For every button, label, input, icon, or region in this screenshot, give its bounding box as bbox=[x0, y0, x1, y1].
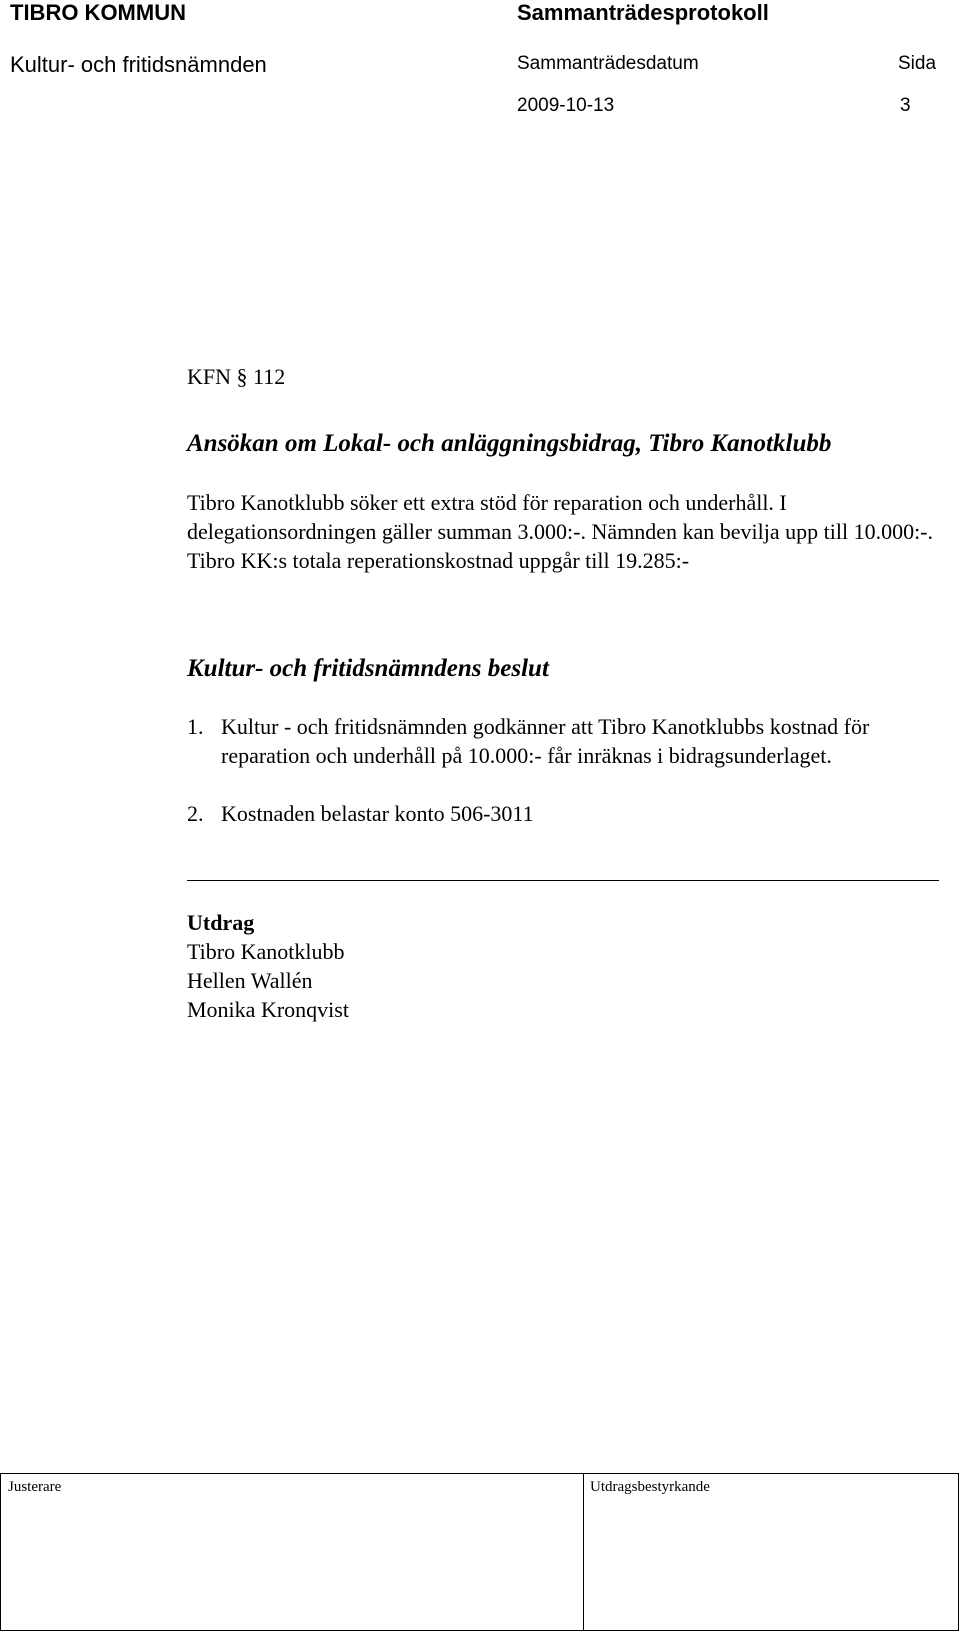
decision-item-2 bbox=[187, 801, 534, 827]
page-label: Sida bbox=[898, 53, 937, 74]
signature-box bbox=[0, 1473, 959, 1631]
decision-item-number: 2. bbox=[187, 801, 204, 826]
decision-heading: Kultur- och fritidsnämndens beslut bbox=[187, 655, 549, 682]
decision-item-number: 1. bbox=[187, 714, 204, 739]
adjuster-label: Justerare bbox=[8, 1479, 62, 1495]
separator-line bbox=[187, 880, 939, 881]
section-id: KFN § 112 bbox=[187, 364, 286, 389]
body-paragraph-1: Tibro Kanotklubb söker ett extra stöd för reparation och underhåll. I delegationsordningen gäller summan 3.000:-. Nämnden kan bevilja upp till 10.000:-. bbox=[187, 490, 934, 544]
extract-recipient: Monika Kronqvist bbox=[187, 997, 349, 1022]
meeting-date-label: Sammanträdesdatum bbox=[517, 53, 699, 74]
organization-name: TIBRO KOMMUN bbox=[10, 0, 186, 25]
decision-item-1 bbox=[187, 712, 957, 770]
extract-certification-label: Utdragsbestyrkande bbox=[590, 1479, 710, 1495]
section-title: Ansökan om Lokal- och anläggningsbidrag, Tibro Kanotklubb bbox=[187, 430, 832, 457]
signature-box-divider bbox=[583, 1474, 584, 1630]
body-paragraph-2: Tibro KK:s totala reperationskostnad uppgår till 19.285:- bbox=[187, 548, 690, 573]
decision-item-text: Kultur - och fritidsnämnden godkänner att Tibro Kanotklubbs kostnad för reparation och underhåll på 10.000:- får inräknas i bidragsunderlaget. bbox=[221, 714, 870, 768]
extract-heading: Utdrag bbox=[187, 910, 255, 935]
decision-item-text: Kostnaden belastar konto 506-3011 bbox=[221, 801, 534, 826]
extract-block bbox=[187, 908, 349, 1024]
department-name: Kultur- och fritidsnämnden bbox=[10, 52, 267, 77]
section-body bbox=[187, 488, 947, 575]
document-type: Sammanträdesprotokoll bbox=[517, 0, 769, 25]
extract-recipient: Tibro Kanotklubb bbox=[187, 939, 345, 964]
meeting-date: 2009-10-13 bbox=[517, 95, 615, 116]
extract-recipient: Hellen Wallén bbox=[187, 968, 313, 993]
page-number: 3 bbox=[900, 95, 911, 116]
